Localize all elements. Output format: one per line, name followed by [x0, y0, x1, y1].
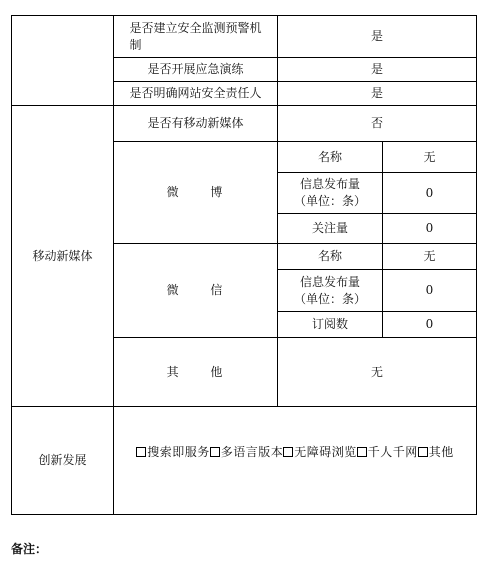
wechat-label: 微 信 — [166, 283, 237, 297]
wechat-subscribers-label: 订阅数 — [311, 317, 348, 331]
weibo-name-value: 无 — [423, 149, 436, 164]
drill-label: 是否开展应急演练 — [147, 62, 244, 76]
option-search-as-service[interactable]: 搜索即服务 — [136, 444, 210, 461]
responsible-label: 是否明确网站安全责任人 — [129, 86, 262, 100]
checkbox-icon[interactable] — [357, 447, 367, 457]
innovation-label: 创新发展 — [38, 453, 87, 467]
new-media-section-label: 移动新媒体 — [32, 248, 93, 263]
drill-value: 是 — [370, 62, 383, 76]
monitoring-label: 是否建立安全监测预警机制 — [129, 20, 262, 52]
checkbox-icon[interactable] — [418, 447, 428, 457]
wechat-posts-label: 信息发布量 （单位：条） — [293, 274, 366, 306]
has-new-media-label: 是否有移动新媒体 — [147, 116, 244, 130]
checkbox-icon[interactable] — [210, 447, 220, 457]
has-new-media-value: 否 — [370, 116, 383, 130]
grid-line — [476, 15, 477, 515]
option-other[interactable]: 其他 — [418, 444, 454, 461]
weibo-posts-label: 信息发布量 （单位：条） — [293, 177, 366, 208]
weibo-name-label: 名称 — [317, 149, 342, 164]
weibo-followers-label: 关注量 — [311, 221, 348, 235]
monitoring-value: 是 — [370, 29, 383, 43]
innovation-options — [114, 407, 476, 497]
checkbox-icon[interactable] — [136, 447, 146, 457]
remarks-label: 备注： — [11, 542, 48, 556]
option-personalized[interactable]: 千人千网 — [357, 444, 418, 461]
wechat-posts-value: 0 — [425, 283, 434, 297]
other-label: 其 他 — [166, 364, 237, 379]
other-value: 无 — [370, 364, 383, 379]
wechat-subscribers-value: 0 — [425, 317, 434, 331]
weibo-posts-value: 0 — [425, 185, 434, 200]
option-accessibility[interactable]: 无障碍浏览 — [283, 444, 357, 461]
wechat-name-label: 名称 — [317, 249, 342, 263]
option-multilingual[interactable]: 多语言版本 — [210, 444, 284, 461]
grid-line — [11, 514, 477, 515]
checkbox-icon[interactable] — [283, 447, 293, 457]
responsible-value: 是 — [370, 86, 383, 100]
weibo-label: 微 博 — [166, 185, 237, 199]
weibo-followers-value: 0 — [425, 221, 434, 235]
wechat-name-value: 无 — [423, 249, 436, 263]
